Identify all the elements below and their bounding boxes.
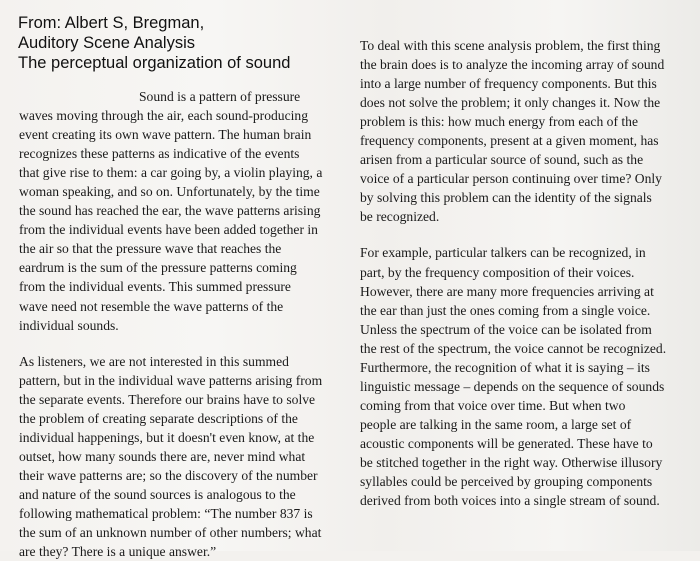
text-line: following mathematical problem: “The number 837 is (19, 505, 313, 521)
header-author-line: From: Albert S, Bregman, (18, 14, 205, 32)
bleed-through-right (590, 0, 700, 40)
text-line: Unless the spectrum of the voice can be isolated from (360, 321, 652, 337)
right-column (360, 36, 688, 510)
text-line: individual sounds. (19, 317, 119, 333)
text-line: syllables could be perceived by grouping components (360, 474, 653, 490)
right-paragraph-1 (360, 36, 688, 226)
left-paragraph-1 (19, 87, 337, 335)
text-line: the air so that the pressure wave that reaches the (19, 241, 282, 257)
text-line: voice of a particular person continuing over time? Only (360, 171, 662, 187)
text-line: people are talking in the same room, a large set of (360, 416, 632, 432)
text-line: the separate events. Therefore our brains have to solve (19, 391, 316, 407)
text-line: by solving this problem can the identity of the signals (360, 190, 652, 206)
text-line: waves moving through the air, each sound-producing (19, 108, 309, 124)
text-line: be recognized. (360, 209, 440, 225)
text-line: coming from that voice over time. But when two (360, 397, 626, 413)
text-line: individual happenings, but it doesn't even know, at the (19, 429, 315, 445)
text-line: woman speaking, and so on. Unfortunately, by the time (19, 184, 320, 200)
text-line: Furthermore, the recognition of what it is saying – its (360, 359, 650, 375)
right-paragraph-2 (360, 243, 688, 510)
header-book-title: Auditory Scene Analysis (18, 34, 196, 52)
text-line: derived from both voices into a single stream of sound. (360, 493, 660, 509)
left-column (19, 87, 337, 561)
text-line: To deal with this scene analysis problem, the first thing (360, 38, 661, 53)
text-line: the sum of an unknown number of other numbers; what (19, 525, 322, 541)
text-line: are they? There is a unique answer.” (19, 544, 217, 560)
source-header (18, 13, 290, 73)
text-line: the rest of the spectrum, the voice cannot be recognized. (360, 340, 667, 356)
text-line: outset, how many sounds there are, never mind what (19, 448, 306, 464)
text-line: part, by the frequency composition of their voices. (360, 264, 635, 280)
header-book-subtitle: The perceptual organization of sound (18, 54, 291, 72)
text-line: the ear than just the ones coming from a single voice. (360, 302, 651, 318)
text-line: pattern, but in the individual wave patterns arising from (19, 372, 323, 388)
text-line: does not solve the problem; it only changes it. Now the (360, 95, 661, 111)
text-line: eardrum is the sum of the pressure patterns coming (19, 260, 297, 276)
left-paragraph-2 (19, 352, 337, 561)
text-line: However, there are many more frequencies arriving at (360, 283, 654, 299)
text-line: event creating its own wave pattern. The human brain (19, 127, 312, 143)
text-line: that give rise to them: a car going by, a violin playing, a (19, 165, 323, 181)
text-line: and nature of the sound sources is analogous to the (19, 486, 296, 502)
text-line: arisen from a particular source of sound, such as the (360, 152, 644, 168)
text-line: the sound has reached the ear, the wave patterns arising (19, 203, 321, 219)
text-line: acoustic components will be generated. These have to (360, 435, 653, 451)
text-line: from the individual events have been added together in (19, 222, 318, 238)
text-line: problem is this: how much energy from each of the (360, 114, 638, 130)
text-line: For example, particular talkers can be recognized, in (360, 245, 646, 261)
text-line: the brain does is to analyze the incoming array of sound (360, 57, 665, 73)
text-line: wave need not resemble the wave patterns of the (19, 298, 284, 314)
text-line: be stitched together in the right way. Otherwise illusory (360, 454, 663, 470)
text-line: linguistic message – depends on the sequence of sounds (360, 378, 665, 394)
text-line: the problem of creating separate descriptions of the (19, 410, 298, 426)
text-line: into a large number of frequency components. But this (360, 76, 657, 92)
text-line: Sound is a pattern of pressure (139, 89, 301, 104)
text-line: As listeners, we are not interested in this summed (19, 353, 289, 369)
text-line: recognizes these patterns as indicative of the events (19, 146, 300, 162)
text-line: frequency components, present at a given moment, has (360, 133, 659, 149)
text-line: their wave patterns are; so the discovery of the number (19, 467, 318, 483)
text-line: from the individual events. This summed pressure (19, 279, 291, 295)
